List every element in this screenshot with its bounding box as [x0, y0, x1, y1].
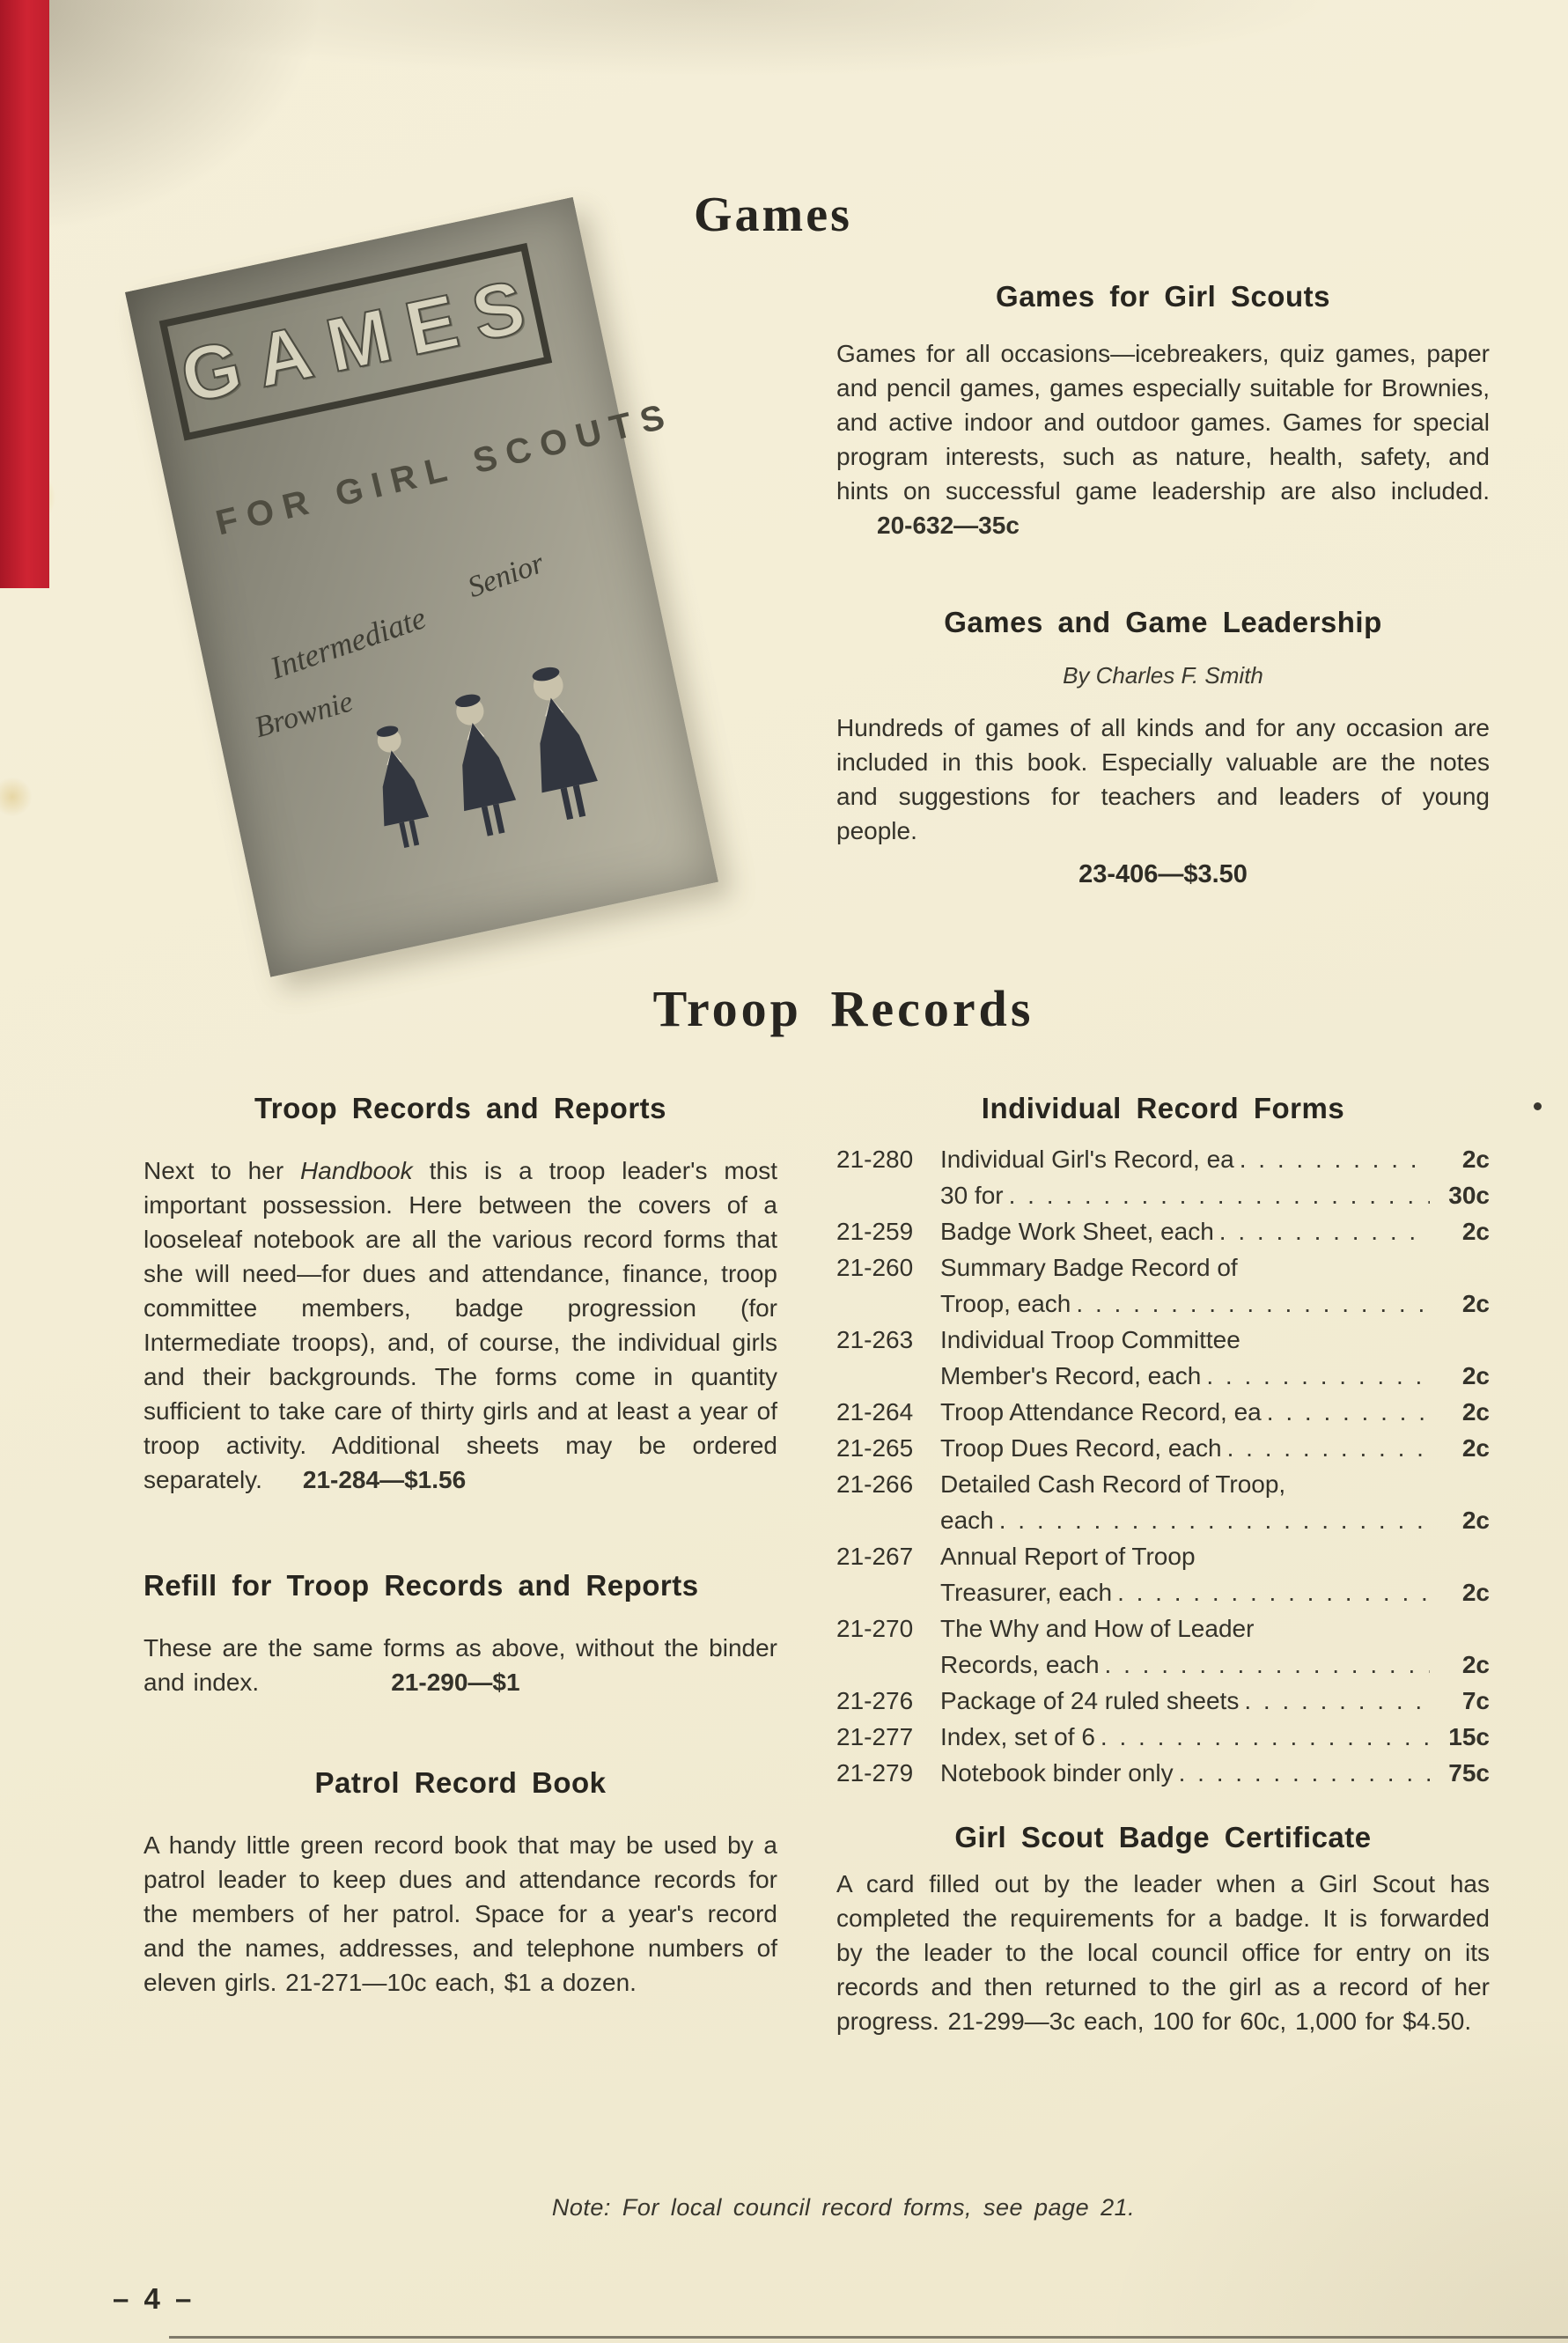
leader-dots	[999, 1502, 1430, 1538]
record-form-label: 30 for	[940, 1182, 1004, 1209]
binding-red-strip	[0, 0, 49, 588]
record-form-price: 2c	[1461, 1362, 1490, 1389]
record-form-code: 21-270	[836, 1615, 914, 1642]
leader-dots	[1219, 1213, 1430, 1249]
record-form-code: 21-260	[836, 1254, 914, 1281]
record-form-code: 21-276	[836, 1687, 914, 1714]
page-number: – 4 –	[113, 2282, 195, 2315]
record-form-label: Individual Girl's Record, ea	[940, 1146, 1234, 1173]
record-form-label: Member's Record, each	[940, 1362, 1202, 1389]
record-form-code: 21-280	[836, 1146, 914, 1173]
leader-dots	[1179, 1755, 1430, 1791]
individual-record-forms-list	[836, 1141, 1490, 1791]
record-form-row	[836, 1177, 1490, 1213]
games-leadership-block	[836, 606, 1490, 889]
record-form-price: 2c	[1461, 1290, 1490, 1317]
record-form-row	[836, 1574, 1490, 1610]
record-form-code: 21-279	[836, 1759, 914, 1787]
record-form-row	[836, 1286, 1490, 1322]
leader-dots	[1009, 1177, 1430, 1213]
record-form-code: 21-265	[836, 1434, 914, 1462]
record-form-price: 7c	[1461, 1687, 1490, 1714]
record-form-label: The Why and How of Leader	[940, 1615, 1255, 1642]
leader-dots	[1267, 1394, 1430, 1430]
paragraph-troop-records-and-reports	[144, 1153, 777, 1497]
record-form-label: Annual Report of Troop	[940, 1543, 1196, 1570]
record-form-code: 21-266	[836, 1470, 914, 1498]
footnote: Note: For local council record forms, see page 21.	[551, 2194, 1136, 2221]
paragraph-games-for-girl-scouts	[836, 336, 1490, 542]
record-form-price: 75c	[1448, 1759, 1490, 1787]
leader-dots	[1117, 1574, 1430, 1610]
record-form-row	[836, 1322, 1490, 1358]
leader-dots	[1206, 1358, 1430, 1394]
record-form-row	[836, 1394, 1490, 1430]
heading-girl-scout-badge-certificate: Girl Scout Badge Certificate	[954, 1821, 1372, 1853]
record-form-price: 30c	[1448, 1182, 1490, 1209]
catalog-code-21-290: 21-290—$1	[391, 1669, 520, 1696]
record-form-code: 21-264	[836, 1398, 914, 1426]
paragraph-refill	[144, 1631, 777, 1699]
troop-records-right-column	[836, 1092, 1490, 2038]
record-form-label: Index, set of 6	[940, 1723, 1095, 1750]
troop-records-left-column	[144, 1092, 777, 2000]
leader-dots	[1105, 1647, 1430, 1683]
record-form-row	[836, 1430, 1490, 1466]
record-form-row	[836, 1213, 1490, 1249]
record-form-label: Badge Work Sheet, each	[940, 1218, 1214, 1245]
leader-dots	[1244, 1683, 1430, 1719]
paragraph-badge-certificate: A card filled out by the leader when a Girl Scout has completed the requirements for a badge. It is forwarded by the leader to the local council office for entry on its records and then returned to the girl as a record of her progress. 21-299—3c each, 100 for 60c, 1,000 for $4.50.	[836, 1870, 1490, 2035]
record-form-label: Troop Dues Record, each	[940, 1434, 1222, 1462]
handbook-italic: Handbook	[300, 1157, 413, 1184]
paragraph-text: Games for all occasions—icebreakers, quiz games, paper and pencil games, games especially suitable for Brownies, and active indoor and outdoor games. Games for special program interests, such as nature, health, safety, and hints on successful game leadership are also included.	[836, 340, 1490, 505]
paragraph-text: Next to her	[144, 1157, 301, 1184]
record-form-code: 21-267	[836, 1543, 914, 1570]
record-form-row	[836, 1683, 1490, 1719]
paragraph-patrol-record-book: A handy little green record book that may be used by a patrol leader to keep dues and attendance records for the members of her patrol. Space for a year's record and the names, addresses, and telephone numbers of eleven girls. 21-271—10c each, $1 a dozen.	[144, 1831, 777, 1996]
leader-dots	[1227, 1430, 1430, 1466]
record-form-price: 15c	[1448, 1723, 1490, 1750]
record-form-row	[836, 1647, 1490, 1683]
bottom-rule	[169, 2336, 1568, 2339]
record-form-row	[836, 1141, 1490, 1177]
games-column	[836, 280, 1490, 889]
record-form-label: Individual Troop Committee	[940, 1326, 1240, 1353]
record-form-price: 2c	[1461, 1434, 1490, 1462]
record-form-row	[836, 1502, 1490, 1538]
record-form-label: Treasurer, each	[940, 1579, 1113, 1606]
section-title-games: Games	[694, 188, 852, 242]
paragraph-text: this is a troop leader's most important possession. Here between the covers of a looseleaf notebook are all the various record forms that she will need—for dues and attendance, finance, troop committee members, badge progression (for Intermediate troops), and, of course, the individual girls and their backgrounds. The forms come in quantity sufficient to take care of thirty girls and at least a year of troop activity. Additional sheets may be ordered separately.	[144, 1157, 777, 1493]
heading-refill-troop-records: Refill for Troop Records and Reports	[144, 1569, 699, 1602]
heading-games-for-girl-scouts: Games for Girl Scouts	[996, 280, 1330, 313]
byline-charles-f-smith: By Charles F. Smith	[1063, 662, 1263, 689]
paragraph-games-leadership: Hundreds of games of all kinds and for any occasion are included in this book. Especially valuable are the notes and suggestions for teachers and leaders of young people.	[836, 714, 1490, 844]
girl-scouts-illustration	[324, 600, 652, 939]
section-title-troop-records: Troop Records	[652, 980, 1034, 1037]
record-form-label: Troop Attendance Record, ea	[940, 1398, 1262, 1426]
record-form-code: 21-259	[836, 1218, 914, 1245]
record-form-price: 2c	[1461, 1507, 1490, 1534]
record-form-row	[836, 1719, 1490, 1755]
record-form-label: Troop, each	[940, 1290, 1071, 1317]
record-form-row	[836, 1755, 1490, 1791]
leader-dots	[1076, 1286, 1430, 1322]
record-form-label: each	[940, 1507, 994, 1534]
record-form-code: 21-263	[836, 1326, 914, 1353]
heading-troop-records-and-reports: Troop Records and Reports	[254, 1092, 667, 1124]
record-form-price: 2c	[1461, 1579, 1490, 1606]
record-form-row	[836, 1610, 1490, 1647]
record-form-price: 2c	[1461, 1398, 1490, 1426]
record-form-row	[836, 1249, 1490, 1286]
cover-title: GAMES	[173, 261, 549, 420]
ink-speck	[1534, 1102, 1542, 1110]
cover-label-senior: Senior	[463, 546, 548, 604]
cover-label-brownie: Brownie	[250, 685, 357, 745]
cover-subtitle: FOR GIRL SCOUTS	[211, 395, 678, 543]
record-form-label: Records, each	[940, 1651, 1100, 1678]
catalog-code-23-406: 23-406—$3.50	[1078, 860, 1248, 888]
heading-individual-record-forms: Individual Record Forms	[981, 1092, 1345, 1124]
record-form-row	[836, 1358, 1490, 1394]
leader-dots	[1101, 1719, 1430, 1755]
catalog-code-21-284: 21-284—$1.56	[302, 1466, 467, 1493]
games-book-cover	[125, 197, 718, 977]
heading-games-and-game-leadership: Games and Game Leadership	[944, 606, 1382, 638]
record-form-label: Notebook binder only	[940, 1759, 1174, 1787]
paragraph-text: These are the same forms as above, without the binder and index.	[144, 1634, 777, 1696]
record-form-label: Detailed Cash Record of Troop,	[940, 1470, 1286, 1498]
record-form-price: 2c	[1461, 1218, 1490, 1245]
record-form-row	[836, 1466, 1490, 1502]
record-form-label: Package of 24 ruled sheets	[940, 1687, 1240, 1714]
record-form-price: 2c	[1461, 1651, 1490, 1678]
record-form-label: Summary Badge Record of	[940, 1254, 1238, 1281]
record-form-row	[836, 1538, 1490, 1574]
leader-dots	[1240, 1141, 1430, 1177]
record-form-price: 2c	[1461, 1146, 1490, 1173]
cover-label-intermediate: Intermediate	[265, 600, 431, 687]
heading-patrol-record-book: Patrol Record Book	[314, 1766, 607, 1799]
cover-title-frame	[159, 243, 552, 441]
record-form-code: 21-277	[836, 1723, 914, 1750]
catalog-code-20-632: 20-632—35c	[877, 512, 1020, 539]
